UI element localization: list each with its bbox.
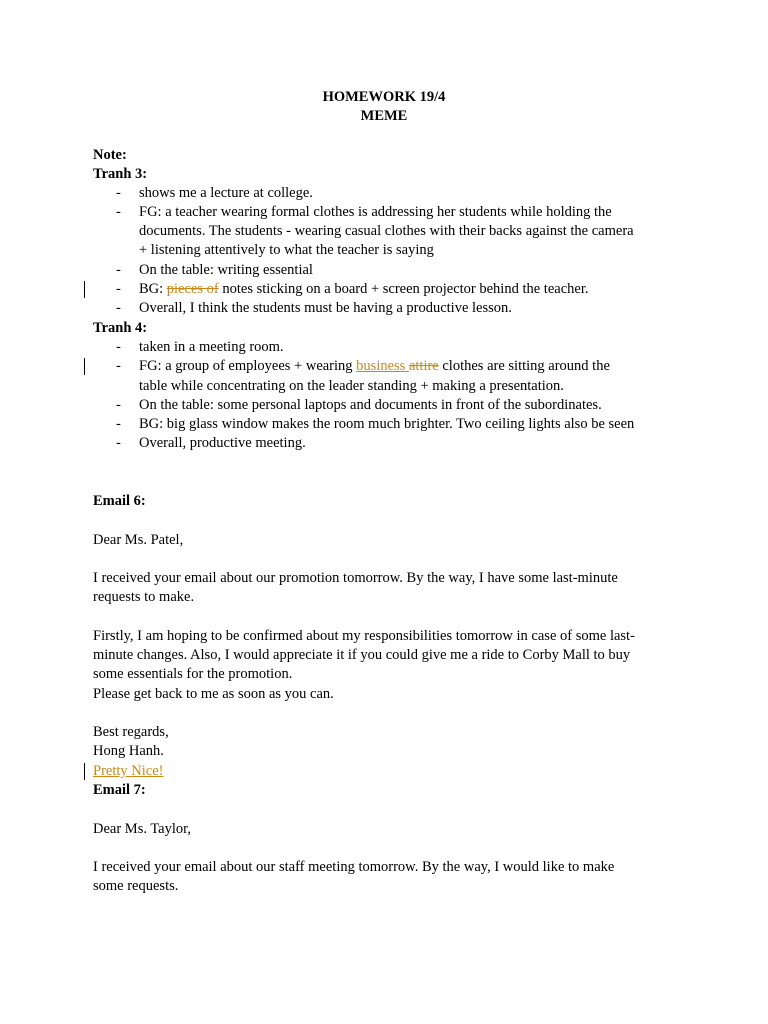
tranh4-bullet-2-line-1	[139, 357, 610, 376]
email7-p1-line-2: some requests.	[93, 878, 179, 894]
tranh4-bullet-3: On the table: some personal laptops and documents in front of the subordinates.	[139, 397, 602, 413]
tranh3-bullet-5: Overall, I think the students must be having a productive lesson.	[139, 300, 512, 316]
email6-p2-line-4: Please get back to me as soon as you can.	[93, 686, 334, 702]
bullet-text: BG:	[139, 281, 167, 297]
doc-title: HOMEWORK 19/4	[322, 89, 446, 105]
note-label: Note:	[93, 147, 127, 163]
bullet-dash: -	[116, 300, 121, 316]
bullet-dash: -	[116, 339, 121, 355]
email6-p2-line-2: minute changes. Also, I would appreciate it if you could give me a ride to Corby Mall to buy	[93, 647, 631, 663]
bullet-dash: -	[116, 397, 121, 413]
bullet-dash: -	[116, 262, 121, 278]
email6-closing: Best regards,	[93, 724, 169, 740]
email6-heading: Email 6:	[93, 493, 146, 509]
email7-heading: Email 7:	[93, 782, 146, 798]
tranh4-bullet-4: BG: big glass window makes the room much brighter. Two ceiling lights also be seen	[139, 416, 635, 432]
change-bar	[84, 281, 85, 298]
tranh4-bullet-2-line-2: table while concentrating on the leader standing + making a presentation.	[139, 378, 564, 394]
change-bar	[84, 763, 85, 780]
bullet-text: clothes are sitting around the	[438, 358, 610, 374]
tranh3-bullet-2-line-1: FG: a teacher wearing formal clothes is addressing her students while holding the	[139, 204, 612, 220]
bullet-text: notes sticking on a board + screen projector behind the teacher.	[218, 281, 589, 297]
email6-p2-line-1: Firstly, I am hoping to be confirmed about my responsibilities tomorrow in case of some last-	[93, 628, 635, 644]
bullet-dash: -	[116, 204, 121, 220]
tranh3-heading: Tranh 3:	[93, 166, 148, 182]
tranh4-bullet-1: taken in a meeting room.	[139, 339, 284, 355]
tranh3-bullet-2-line-2: documents. The students - wearing casual clothes with their backs against the camera	[139, 223, 634, 239]
bullet-dash: -	[116, 281, 121, 297]
email7-greeting: Dear Ms. Taylor,	[93, 821, 192, 837]
tranh3-bullet-2-line-3: + listening attentively to what the teacher is saying	[139, 242, 434, 258]
email6-signature: Hong Hanh.	[93, 743, 164, 759]
tranh3-bullet-1: shows me a lecture at college.	[139, 185, 313, 201]
bullet-text: FG: a group of employees + wearing	[139, 358, 357, 374]
deleted-text[interactable]: attire	[408, 358, 439, 374]
bullet-dash: -	[116, 416, 121, 432]
change-bar	[84, 358, 85, 375]
email7-p1-line-1: I received your email about our staff meeting tomorrow. By the way, I would like to make	[93, 859, 615, 875]
inserted-text[interactable]: business	[356, 358, 409, 374]
email6-p1-line-1: I received your email about our promotion tomorrow. By the way, I have some last-minute	[93, 570, 618, 586]
email6-p2-line-3: some essentials for the promotion.	[93, 666, 293, 682]
tranh4-heading: Tranh 4:	[93, 320, 148, 336]
deleted-text[interactable]: pieces of	[166, 281, 219, 297]
tranh3-bullet-3: On the table: writing essential	[139, 262, 313, 278]
bullet-dash: -	[116, 185, 121, 201]
doc-subtitle: MEME	[360, 108, 408, 124]
tranh4-bullet-5: Overall, productive meeting.	[139, 435, 306, 451]
tranh3-bullet-4	[139, 280, 588, 299]
bullet-dash: -	[116, 358, 121, 374]
bullet-dash: -	[116, 435, 121, 451]
email6-greeting: Dear Ms. Patel,	[93, 532, 184, 548]
email6-p1-line-2: requests to make.	[93, 589, 195, 605]
reviewer-comment[interactable]: Pretty Nice!	[93, 763, 164, 779]
